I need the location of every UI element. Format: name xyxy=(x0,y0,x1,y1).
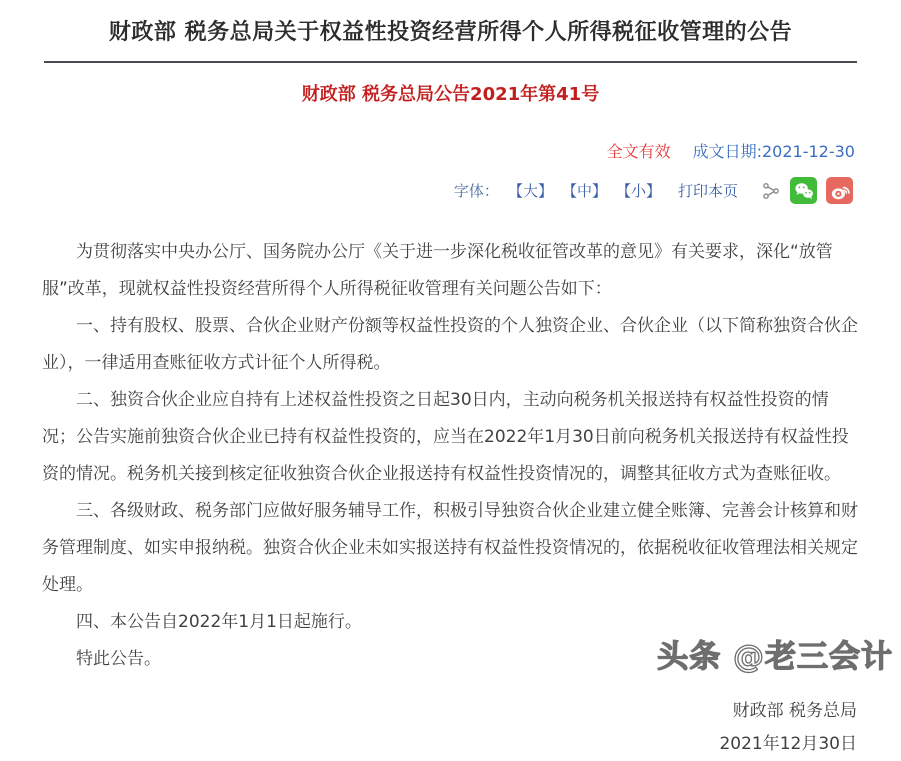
font-large-button[interactable]: 【大】 xyxy=(507,182,553,200)
share-icon[interactable] xyxy=(761,181,781,201)
page-title: 财政部 税务总局关于权益性投资经营所得个人所得税征收管理的公告 xyxy=(108,20,793,45)
paragraph-item-3: 三、各级财政、税务部门应做好服务辅导工作，积极引导独资合伙企业建立健全账簿、完善会计核算和财务管理制度、如实申报纳税。独资合伙企业未如实报送持有权益性投资情况的，依据税收征收管理法相关规定处理。 xyxy=(42,501,858,595)
title-divider xyxy=(44,61,857,63)
font-small-button[interactable]: 【小】 xyxy=(615,182,661,200)
wechat-share-icon[interactable] xyxy=(790,177,817,204)
issue-date: 成文日期:2021-12-30 xyxy=(692,142,855,161)
font-medium-button[interactable]: 【中】 xyxy=(561,182,607,200)
font-size-label: 字体： xyxy=(453,182,499,200)
status-badge: 全文有效 xyxy=(606,142,671,161)
watermark-text: 头条 @老三会计 xyxy=(657,639,893,675)
paragraph-item-1: 一、持有股权、股票、合伙企业财产份额等权益性投资的个人独资企业、合伙企业（以下简称独资合伙企业），一律适用查账征收方式计征个人所得税。 xyxy=(42,316,858,373)
signature-org: 财政部 税务总局 xyxy=(732,701,857,721)
meta-row xyxy=(0,139,901,162)
print-page-button[interactable]: 打印本页 xyxy=(677,182,738,200)
document-number: 财政部 税务总局公告2021年第41号 xyxy=(301,84,600,105)
signature-date: 2021年12月30日 xyxy=(719,734,857,754)
paragraph-closing: 特此公告。 xyxy=(76,649,161,669)
announcement-body xyxy=(0,234,901,678)
weibo-share-icon[interactable] xyxy=(826,177,853,204)
toolbar xyxy=(0,177,901,204)
signature-block xyxy=(0,695,901,761)
paragraph-item-4: 四、本公告自2022年1月1日起施行。 xyxy=(76,612,362,632)
paragraph-intro: 为贯彻落实中央办公厅、国务院办公厅《关于进一步深化税收征管改革的意见》有关要求，深化“放管服”改革，现就权益性投资经营所得个人所得税征收管理有关问题公告如下： xyxy=(42,242,833,299)
paragraph-item-2: 二、独资合伙企业应自持有上述权益性投资之日起30日内，主动向税务机关报送持有权益性投资的情况；公告实施前独资合伙企业已持有权益性投资的，应当在2022年1月30日前向税务机关报送持有权益性投资的情况。税务机关接到核定征收独资合伙企业报送持有权益性投资情况的，调整其征收方式为查账征收。 xyxy=(42,390,849,484)
